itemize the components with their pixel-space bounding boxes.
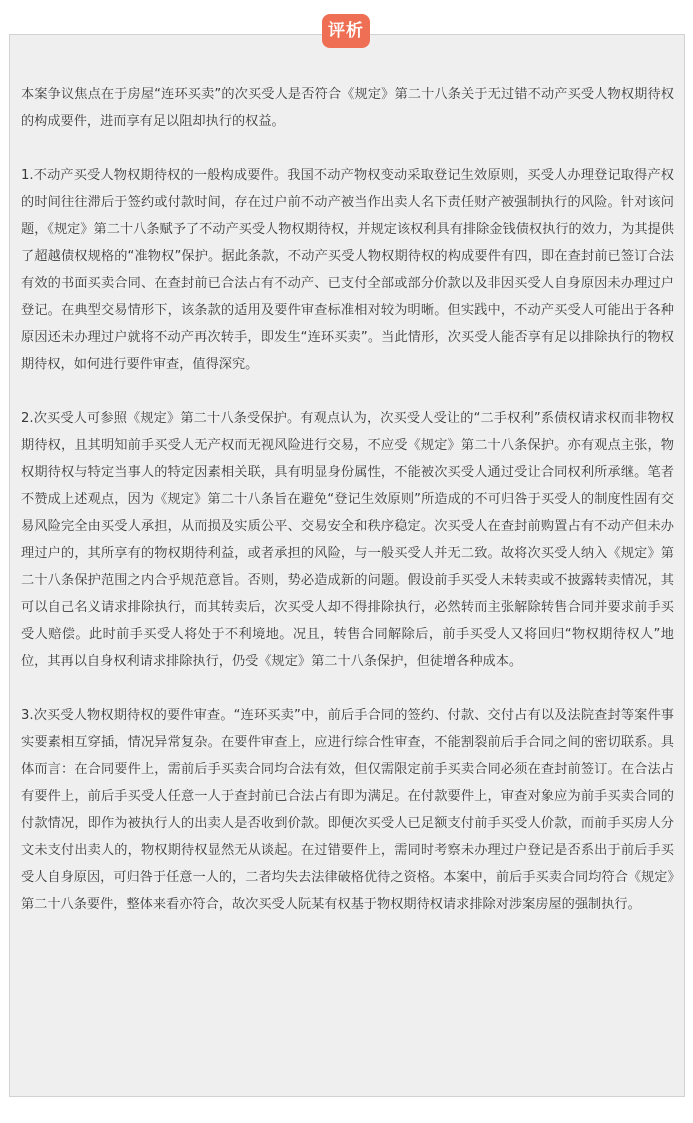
- paragraph-point-3: 3.次买受人物权期待权的要件审查。“连环买卖”中，前后手合同的签约、付款、交付占有以及法院查封等案件事实要素相互穿插，情况异常复杂。在要件审查上，应进行综合性审查，不能割裂前后手合同之间的密切联系。具体而言：在合同要件上，需前后手买卖合同均合法有效，但仅需限定前手买卖合同必须在查封前签订。在合法占有要件上，前后手买受人任意一人于查封前已合法占有即为满足。在付款要件上，审查对象应为前手买卖合同的付款情况，即作为被执行人的出卖人是否收到价款。即便次买受人已足额支付前手买受人价款，而前手买房人分文未支付出卖人的，物权期待权显然无从谈起。在过错要件上，需同时考察未办理过户登记是否系出于前后手买受人自身原因，可归咎于任意一人的，二者均失去法律破格优待之资格。本案中，前后手买卖合同均符合《规定》第二十八条要件，整体来看亦符合，故次买受人阮某有权基于物权期待权请求排除对涉案房屋的强制执行。: [21, 708, 674, 912]
- paragraph-point-1: 1.不动产买受人物权期待权的一般构成要件。我国不动产物权变动采取登记生效原则，买受人办理登记取得产权的时间往往滞后于签约或付款时间，存在过户前不动产被当作出卖人名下责任财产被强制执行的风险。针对该问题，《规定》第二十八条赋予了不动产买受人物权期待权，并规定该权利具有排除金钱债权执行的效力，为其提供了超越债权规格的“准物权”保护。据此条款，不动产买受人物权期待权的构成要件有四，即在查封前已签订合法有效的书面买卖合同、在查封前已合法占有不动产、已支付全部或部分价款以及非因买受人自身原因未办理过户登记。在典型交易情形下，该条款的适用及要件审查标准相对较为明晰。但实践中，不动产买受人可能出于各种原因还未办理过户就将不动产再次转手，即发生“连环买卖”。当此情形，次买受人能否享有足以排除执行的物权期待权，如何进行要件审查，值得深究。: [21, 168, 674, 372]
- review-badge: 评析: [322, 14, 370, 48]
- paragraph-intro: 本案争议焦点在于房屋“连环买卖”的次买受人是否符合《规定》第二十八条关于无过错不动产买受人物权期待权的构成要件，进而享有足以阻却执行的权益。: [21, 87, 674, 129]
- commentary-card: [9, 34, 685, 1097]
- paragraph-point-2: 2.次买受人可参照《规定》第二十八条受保护。有观点认为，次买受人受让的“二手权利”系债权请求权而非物权期待权，且其明知前手买受人无产权而无视风险进行交易，不应受《规定》第二十八条保护。亦有观点主张，物权期待权与特定当事人的特定因素相关联，具有明显身份属性，不能被次买受人通过受让合同权利所承继。笔者不赞成上述观点，因为《规定》第二十八条旨在避免“登记生效原则”所造成的不可归咎于买受人的制度性固有交易风险完全由买受人承担，从而损及实质公平、交易安全和秩序稳定。次买受人在查封前购置占有不动产但未办理过户的，其所享有的物权期待利益，或者承担的风险，与一般买受人并无二致。故将次买受人纳入《规定》第二十八条保护范围之内合乎规范意旨。否则，势必造成新的问题。假设前手买受人未转卖或不披露转卖情况，其可以自己名义请求排除执行，而其转卖后，次买受人却不得排除执行，必然转而主张解除转售合同并要求前手买受人赔偿。此时前手买受人将处于不利境地。况且，转售合同解除后，前手买受人又将回归“物权期待权人”地位，其再以自身权利请求排除执行，仍受《规定》第二十八条保护，但徒增各种成本。: [21, 411, 674, 669]
